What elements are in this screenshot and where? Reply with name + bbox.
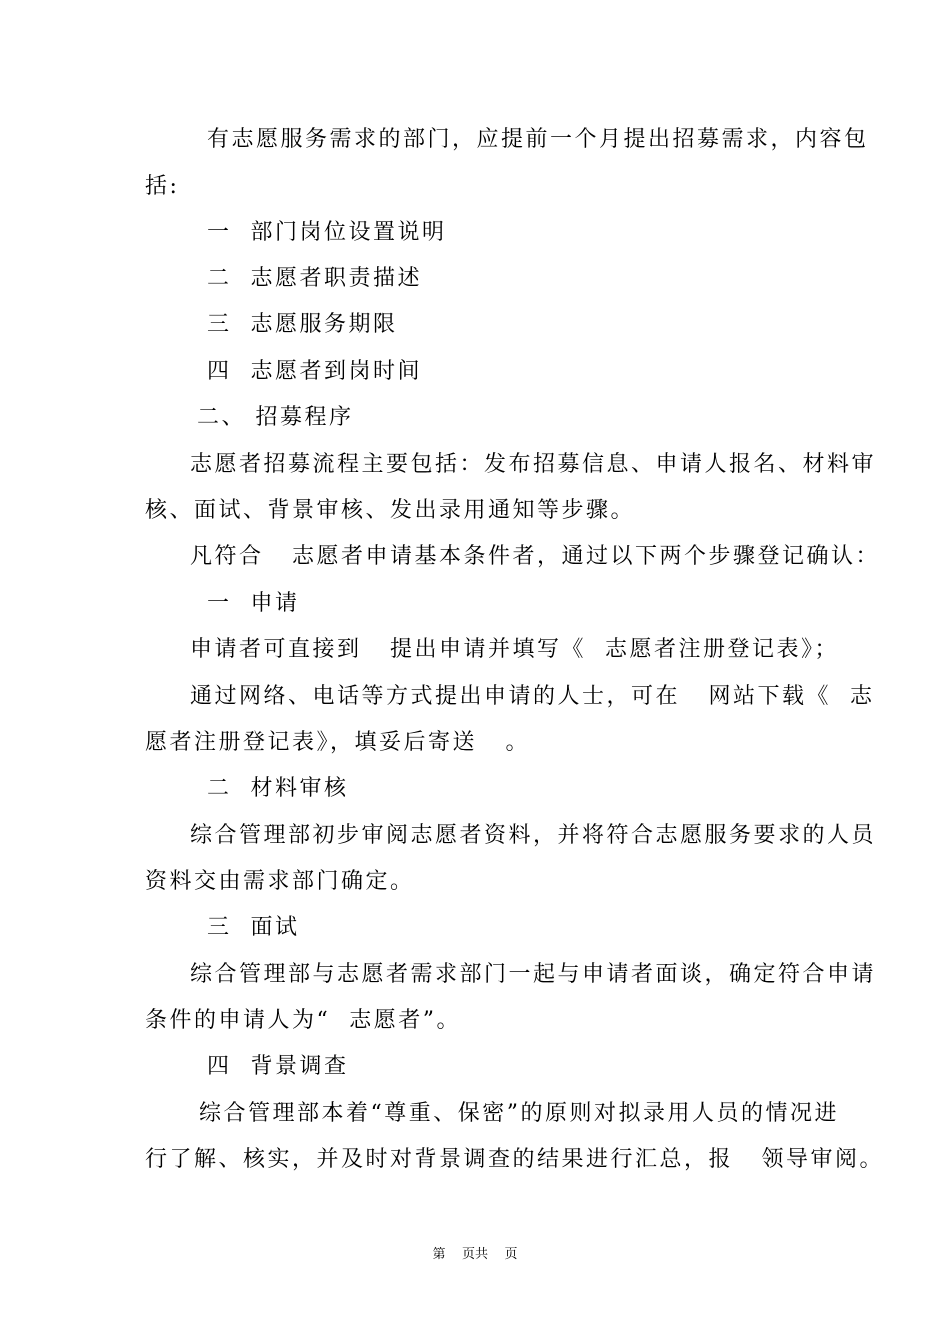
paragraph-application-online-line-2: 愿者注册登记表》，填妥后寄送 。 — [145, 730, 530, 755]
list-item-arrival-time: 四 志愿者到岗时间 — [207, 359, 422, 384]
list-item-volunteer-duties: 二 志愿者职责描述 — [207, 266, 422, 291]
paragraph-background-line-1: 综合管理部本着“尊重、保密”的原则对拟录用人员的情况进 — [199, 1101, 839, 1126]
section-heading-recruitment-procedure: 二、 招募程序 — [197, 405, 354, 430]
paragraph-background-line-2: 行了解、核实，并及时对背景调查的结果进行汇总，报 领导审阅。 — [145, 1147, 884, 1172]
paragraph-eligibility: 凡符合 志愿者申请基本条件者，通过以下两个步骤登记确认： — [190, 544, 880, 569]
step-heading-interview: 三 面试 — [207, 915, 300, 940]
step-heading-background-check: 四 背景调查 — [207, 1054, 349, 1079]
paragraph-application-online-line-1: 通过网络、电话等方式提出申请的人士，可在 网站下载《 志 — [190, 684, 875, 709]
paragraph-material-review-line-2: 资料交由需求部门确定。 — [145, 869, 415, 894]
paragraph-material-review-line-1: 综合管理部初步审阅志愿者资料，并将符合志愿服务要求的人员 — [190, 823, 877, 848]
paragraph-interview-line-1: 综合管理部与志愿者需求部门一起与申请者面谈，确定符合申请 — [190, 962, 877, 987]
paragraph-intro-line-1: 有志愿服务需求的部门，应提前一个月提出招募需求，内容包 — [207, 127, 869, 152]
step-heading-material-review: 二 材料审核 — [207, 776, 349, 801]
paragraph-process-line-2: 核、面试、背景审核、发出录用通知等步骤。 — [145, 498, 636, 523]
step-heading-application: 一 申请 — [207, 591, 300, 616]
list-item-dept-positions: 一 部门岗位设置说明 — [207, 220, 447, 245]
paragraph-process-line-1: 志愿者招募流程主要包括：发布招募信息、申请人报名、材料审 — [190, 452, 877, 477]
paragraph-interview-line-2: 条件的申请人为“ 志愿者”。 — [145, 1008, 461, 1033]
page-footer: 第 页共 页 — [432, 1247, 518, 1262]
list-item-service-period: 三 志愿服务期限 — [207, 312, 398, 337]
paragraph-application-direct: 申请者可直接到 提出申请并填写《 志愿者注册登记表》； — [190, 637, 839, 662]
paragraph-intro-line-2: 括: — [145, 174, 180, 199]
